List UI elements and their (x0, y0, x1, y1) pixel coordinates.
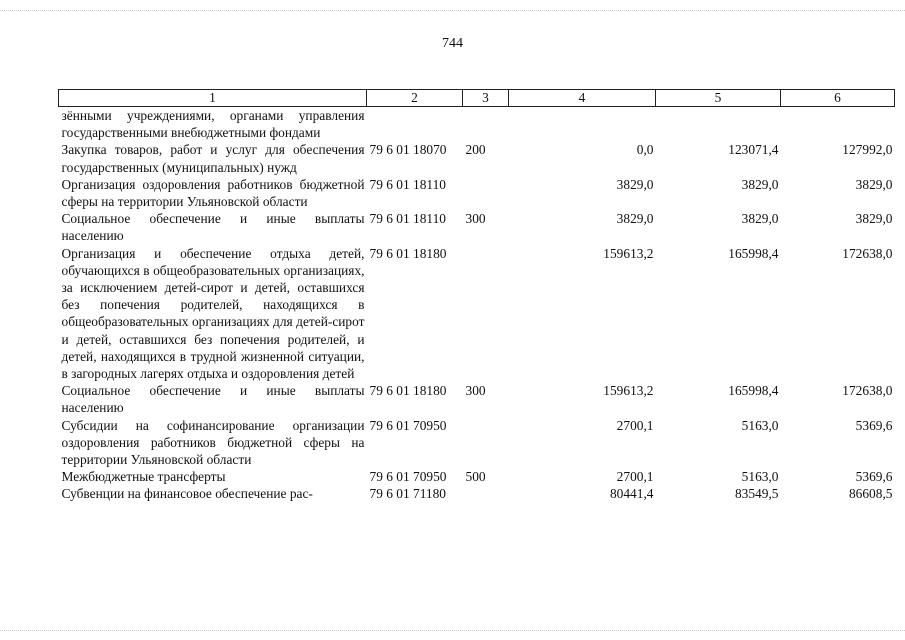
table-row (59, 107, 895, 142)
row-value-5: 3829,0 (741, 211, 779, 227)
row-code: 79 6 01 70950 (369, 417, 447, 433)
row-value-6: 3829,0 (855, 211, 893, 227)
row-value-4: 3829,0 (616, 176, 654, 192)
row-type: 500 (465, 469, 486, 485)
row-value-5: 5163,0 (741, 469, 779, 485)
row-name: Социальное обеспечение и иные выплаты населению (61, 383, 365, 416)
row-type: 200 (465, 142, 486, 158)
row-value-4: 2700,1 (616, 417, 654, 433)
row-value-6: 86608,5 (848, 486, 893, 502)
row-name: Организация оздоровления работников бюджетной сферы на территории Ульяновской области (61, 176, 365, 210)
row-name: Межбюджетные трансферты (61, 469, 226, 485)
row-code: 79 6 01 18180 (369, 383, 447, 399)
row-value-6: 5369,6 (855, 469, 893, 485)
row-name: Социальное обеспечение и иные выплаты населению (61, 211, 365, 244)
row-code: 79 6 01 18070 (369, 142, 447, 158)
row-value-6: 3829,0 (855, 176, 893, 192)
row-value-5: 165998,4 (728, 245, 779, 261)
row-code: 79 6 01 18180 (369, 245, 447, 261)
scan-top-edge (0, 10, 905, 12)
row-value-5: 123071,4 (728, 142, 779, 158)
row-value-5: 5163,0 (741, 417, 779, 433)
row-type (463, 245, 509, 383)
row-value-4: 159613,2 (603, 245, 654, 261)
row-code (367, 107, 463, 142)
table-row (59, 382, 895, 416)
row-value-6: 172638,0 (842, 383, 893, 399)
row-value-6: 5369,6 (855, 417, 893, 433)
budget-table (58, 89, 895, 503)
row-value-5 (656, 107, 781, 142)
row-name: Закупка товаров, работ и услуг для обеспечения государственных (муниципальных) нужд (61, 142, 365, 175)
table-row (59, 176, 895, 210)
table-row (59, 245, 895, 383)
row-value-4: 2700,1 (616, 469, 654, 485)
header-col-6: 6 (781, 90, 895, 107)
row-code: 79 6 01 70950 (369, 469, 447, 485)
row-value-4: 0,0 (636, 142, 654, 158)
row-code: 79 6 01 71180 (369, 486, 446, 502)
row-value-4: 159613,2 (603, 383, 654, 399)
row-value-5: 3829,0 (741, 176, 779, 192)
row-name: Организация и обеспечение отдыха детей, обучающихся в общеобразовательных организациях, за исключением детей-сирот и детей, оставшихся без попечения родителей, находящихся в общеобразовательных организациях для детей-сирот и детей, оставшихся без попечения родителей, и детей, находящихся в трудной жизненной ситуации, в загородных лагерях отдыха и оздоровления детей (61, 245, 365, 382)
row-value-4: 80441,4 (609, 486, 654, 502)
row-name: Субвенции на финансовое обеспечение рас- (61, 486, 313, 502)
scan-bottom-edge (0, 630, 905, 632)
row-value-4: 3829,0 (616, 211, 654, 227)
header-col-5: 5 (656, 90, 781, 107)
row-value-5: 165998,4 (728, 383, 779, 399)
row-type (463, 176, 509, 210)
table-row (59, 210, 895, 244)
table-row (59, 417, 895, 469)
row-value-6: 127992,0 (842, 142, 893, 158)
row-code: 79 6 01 18110 (369, 176, 446, 192)
row-type: 300 (465, 383, 486, 399)
header-col-4: 4 (509, 90, 656, 107)
header-col-1: 1 (59, 90, 367, 107)
header-col-3: 3 (463, 90, 509, 107)
row-value-5: 83549,5 (734, 486, 779, 502)
row-value-6: 172638,0 (842, 245, 893, 261)
row-type: 300 (465, 211, 486, 227)
row-type (463, 417, 509, 469)
row-value-6 (781, 107, 895, 142)
row-type (463, 107, 509, 142)
table-row (59, 485, 895, 502)
row-type (463, 485, 509, 502)
row-code: 79 6 01 18110 (369, 211, 446, 227)
header-row (59, 90, 895, 107)
header-col-2: 2 (367, 90, 463, 107)
row-value-4 (509, 107, 656, 142)
row-name: Субсидии на софинансирование организации оздоровления работников бюджетной сферы на территории Ульяновской области (61, 417, 365, 468)
table-row (59, 141, 895, 175)
page-number: 744 (442, 36, 463, 51)
row-name: зёнными учреждениями, органами управления государственными внебюджетными фондами (61, 108, 365, 141)
table-row (59, 468, 895, 485)
